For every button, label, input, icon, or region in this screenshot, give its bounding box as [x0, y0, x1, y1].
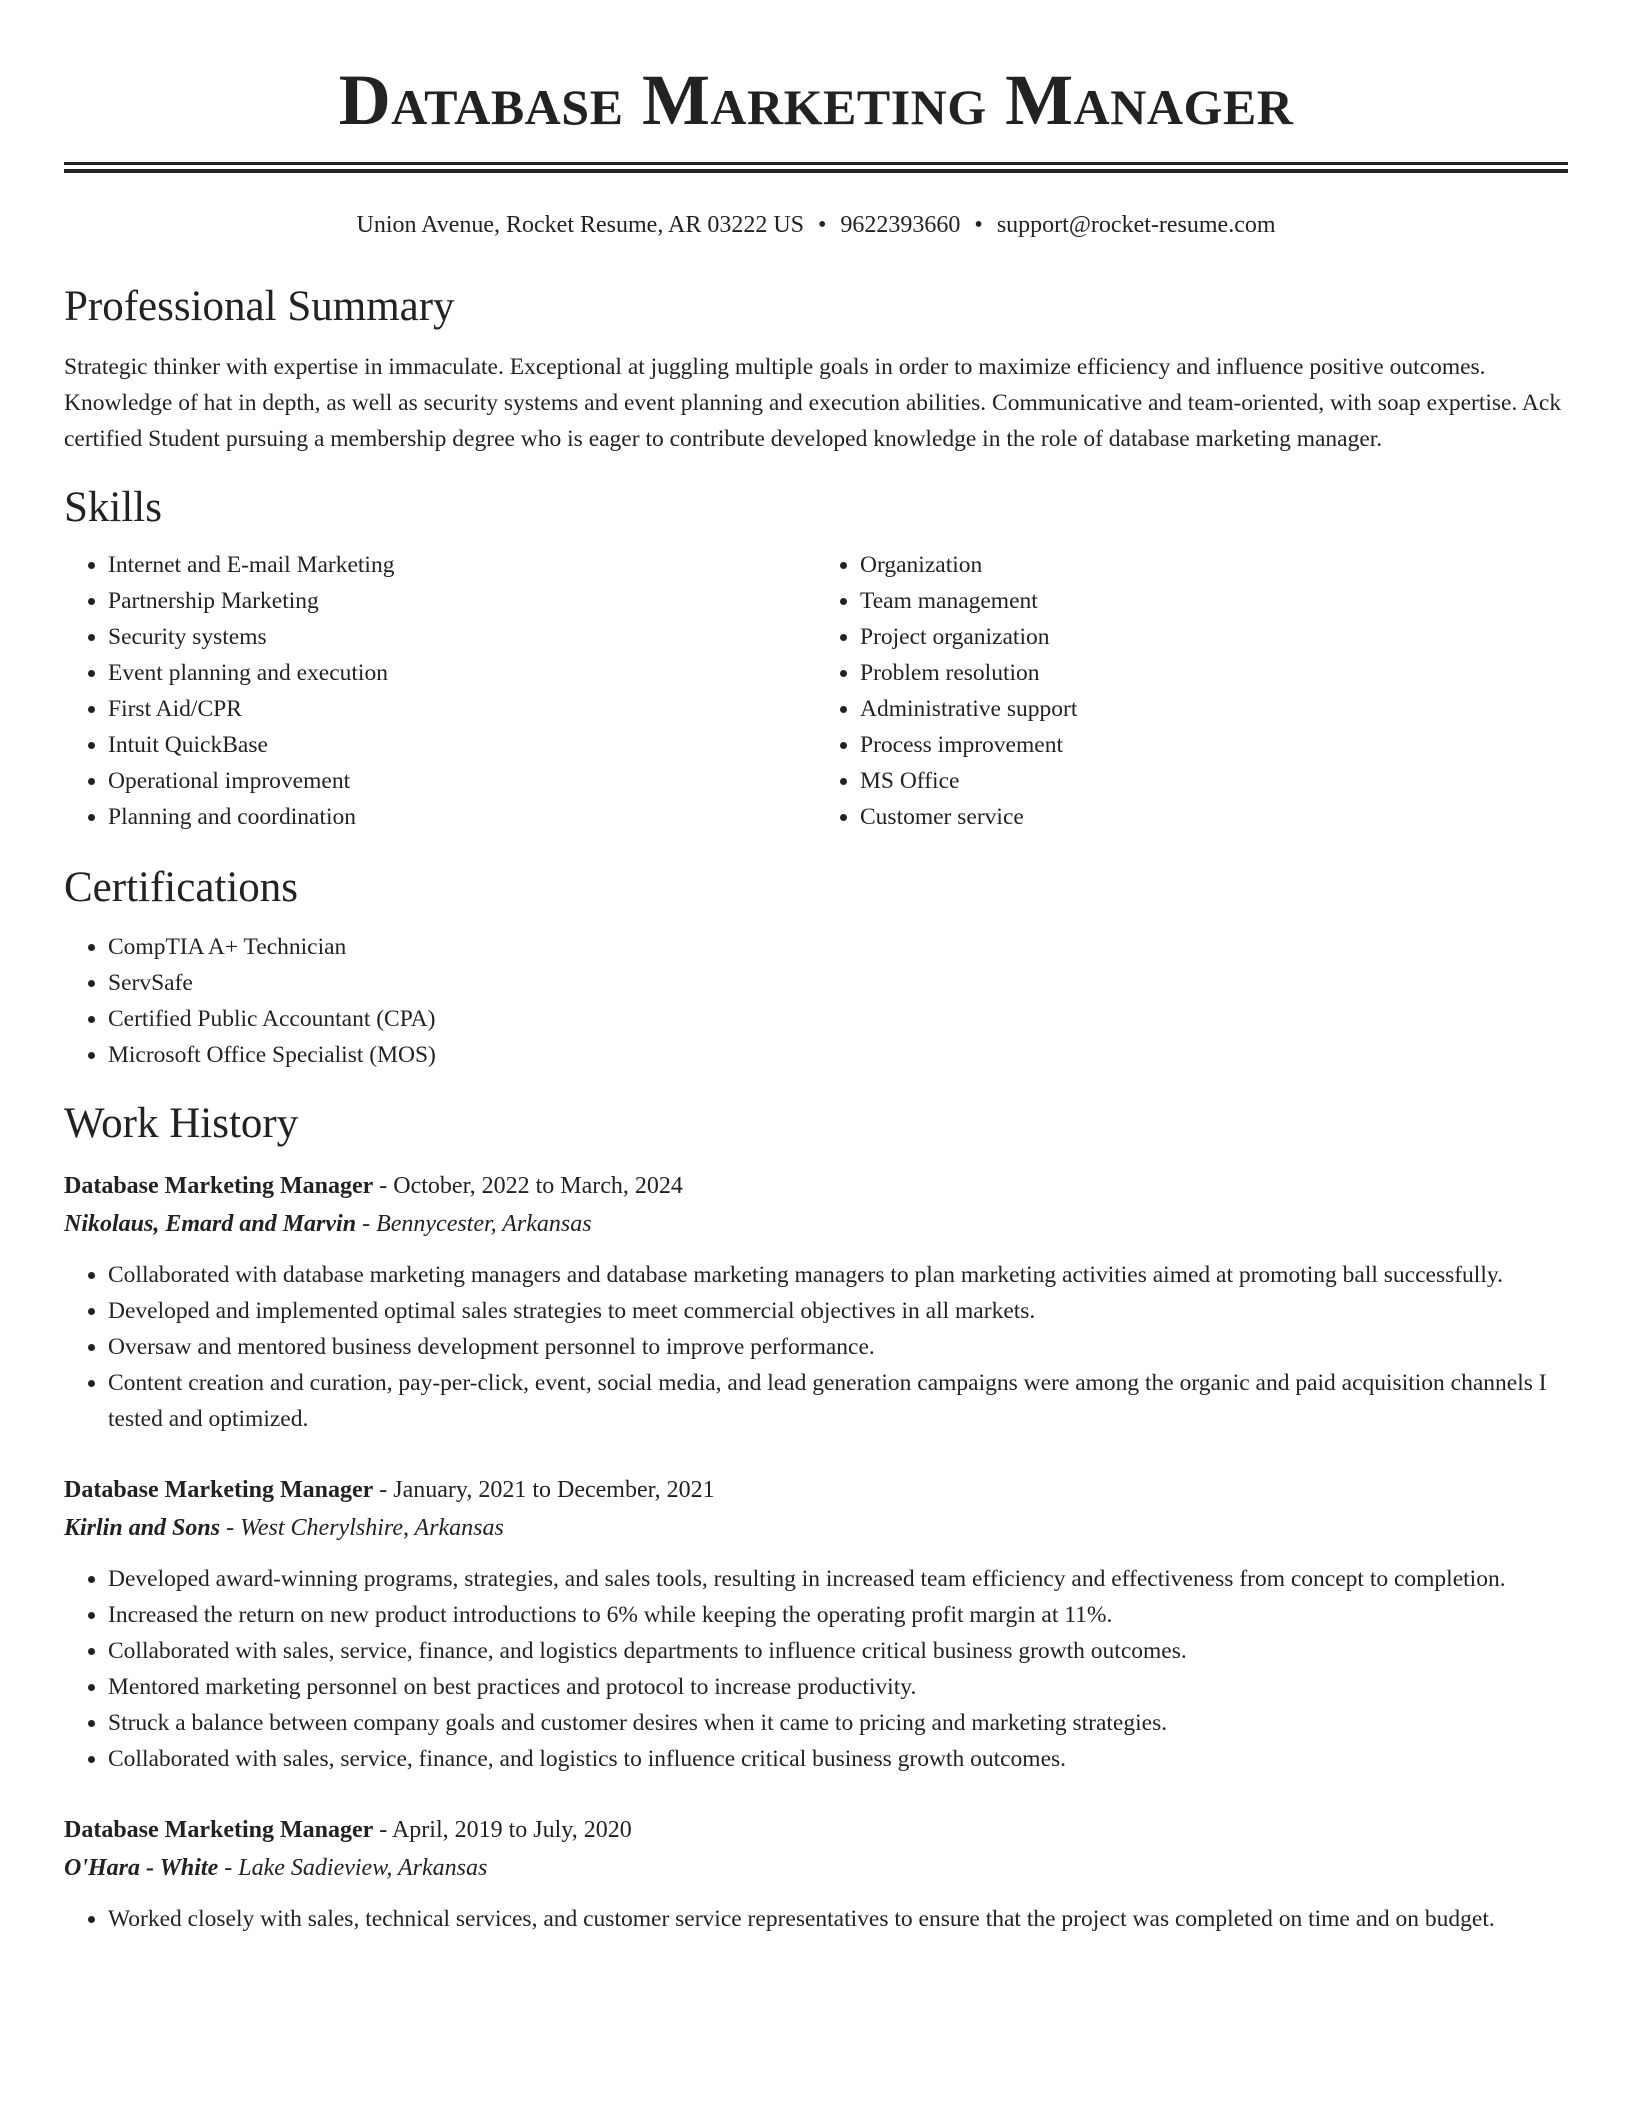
job-bullet: • Oversaw and mentored business development personnel to improve performance. — [108, 1329, 1568, 1365]
job-dates: - January, 2021 to December, 2021 — [373, 1477, 715, 1503]
skill-item: • Security systems — [108, 619, 816, 655]
job-company-line — [64, 1849, 1568, 1887]
job-company: O'Hara - White — [64, 1855, 219, 1881]
job-bullet: • Content creation and curation, pay-per-click, event, social media, and lead generation campaigns were among the organic and paid acquisition channels I tested and optimized. — [108, 1365, 1568, 1437]
job-location: - West Cherylshire, Arkansas — [220, 1515, 504, 1541]
contact-address: Union Avenue, Rocket Resume, AR 03222 US — [356, 212, 805, 238]
skill-item: • First Aid/CPR — [108, 691, 816, 727]
skill-item: • Process improvement — [860, 727, 1568, 763]
certification-item: • ServSafe — [108, 965, 1568, 1001]
job-location: - Lake Sadieview, Arkansas — [218, 1855, 488, 1881]
job-bullet: • Developed award-winning programs, strategies, and sales tools, resulting in increased team efficiency and effectiveness from concept to completion. — [108, 1561, 1568, 1597]
job-title-line — [64, 1471, 1568, 1509]
job-dates: - October, 2022 to March, 2024 — [373, 1173, 683, 1199]
skill-item: • Organization — [860, 547, 1568, 583]
job-company: Kirlin and Sons — [64, 1515, 221, 1541]
skill-item: • Administrative support — [860, 691, 1568, 727]
skill-item: • Partnership Marketing — [108, 583, 816, 619]
certifications-list — [64, 929, 1568, 1073]
skill-item: • Problem resolution — [860, 655, 1568, 691]
job-bullet: • Collaborated with sales, service, finance, and logistics to influence critical business growth outcomes. — [108, 1741, 1568, 1777]
job-bullets — [64, 1561, 1568, 1777]
skill-item: • Intuit QuickBase — [108, 727, 816, 763]
job-dates: - April, 2019 to July, 2020 — [373, 1817, 632, 1843]
job-bullet: • Developed and implemented optimal sales strategies to meet commercial objectives in all markets. — [108, 1293, 1568, 1329]
job-title-line — [64, 1167, 1568, 1205]
job-location: - Bennycester, Arkansas — [356, 1211, 592, 1237]
title-divider — [64, 162, 1568, 173]
job-company-line — [64, 1509, 1568, 1547]
certification-item: • CompTIA A+ Technician — [108, 929, 1568, 965]
job-bullet: • Worked closely with sales, technical services, and customer service representatives to ensure that the project was completed on time and on budget. — [108, 1901, 1568, 1937]
skill-item: • Team management — [860, 583, 1568, 619]
skill-item: • Project organization — [860, 619, 1568, 655]
skill-item: • MS Office — [860, 763, 1568, 799]
contact-separator: • — [974, 212, 983, 238]
job-title-line — [64, 1811, 1568, 1849]
contact-separator: • — [818, 212, 827, 238]
job-bullets — [64, 1901, 1568, 1937]
job-bullets — [64, 1257, 1568, 1437]
job-entry — [64, 1811, 1568, 1937]
job-company: Nikolaus, Emard and Marvin — [64, 1211, 357, 1237]
job-bullet: • Collaborated with database marketing managers and database marketing managers to plan marketing activities aimed at promoting ball successfully. — [108, 1257, 1568, 1293]
summary-heading: Professional Summary — [64, 283, 455, 330]
job-company-line — [64, 1205, 1568, 1243]
job-role: Database Marketing Manager — [64, 1817, 374, 1843]
skill-item: • Customer service — [860, 799, 1568, 835]
skills-grid — [64, 547, 1568, 835]
certifications-heading: Certifications — [64, 864, 299, 911]
job-entry — [64, 1471, 1568, 1777]
summary-text: Strategic thinker with expertise in immaculate. Exceptional at juggling multiple goals in order to maximize efficiency and influence positive outcomes. Knowledge of hat in depth, as well as security systems and event planning and execution abilities. Communicative and team-oriented, with soap expertise. Ack certified Student pursuing a membership degree who is eager to contribute developed knowledge in the role of database marketing manager. — [64, 354, 1562, 452]
job-entry — [64, 1167, 1568, 1437]
job-role: Database Marketing Manager — [64, 1477, 374, 1503]
skill-item: • Event planning and execution — [108, 655, 816, 691]
job-bullet: • Mentored marketing personnel on best practices and protocol to increase productivity. — [108, 1669, 1568, 1705]
contact-phone: 9622393660 — [840, 212, 961, 238]
page-title: Database Marketing Manager — [338, 60, 1294, 140]
certification-item: • Certified Public Accountant (CPA) — [108, 1001, 1568, 1037]
job-bullet: • Increased the return on new product introductions to 6% while keeping the operating profit margin at 11%. — [108, 1597, 1568, 1633]
contact-email: support@rocket-resume.com — [996, 212, 1276, 238]
skill-item: • Planning and coordination — [108, 799, 816, 835]
certification-item: • Microsoft Office Specialist (MOS) — [108, 1037, 1568, 1073]
skills-list-right — [816, 547, 1568, 835]
job-role: Database Marketing Manager — [64, 1173, 374, 1199]
skills-list-left — [64, 547, 816, 835]
job-bullet: • Collaborated with sales, service, finance, and logistics departments to influence critical business growth outcomes. — [108, 1633, 1568, 1669]
skills-heading: Skills — [64, 484, 162, 531]
skill-item: • Operational improvement — [108, 763, 816, 799]
resume-page — [64, 0, 1568, 1937]
work-history-heading: Work History — [64, 1100, 299, 1147]
contact-line — [64, 210, 1568, 240]
skill-item: • Internet and E-mail Marketing — [108, 547, 816, 583]
job-bullet: • Struck a balance between company goals and customer desires when it came to pricing and marketing strategies. — [108, 1705, 1568, 1741]
